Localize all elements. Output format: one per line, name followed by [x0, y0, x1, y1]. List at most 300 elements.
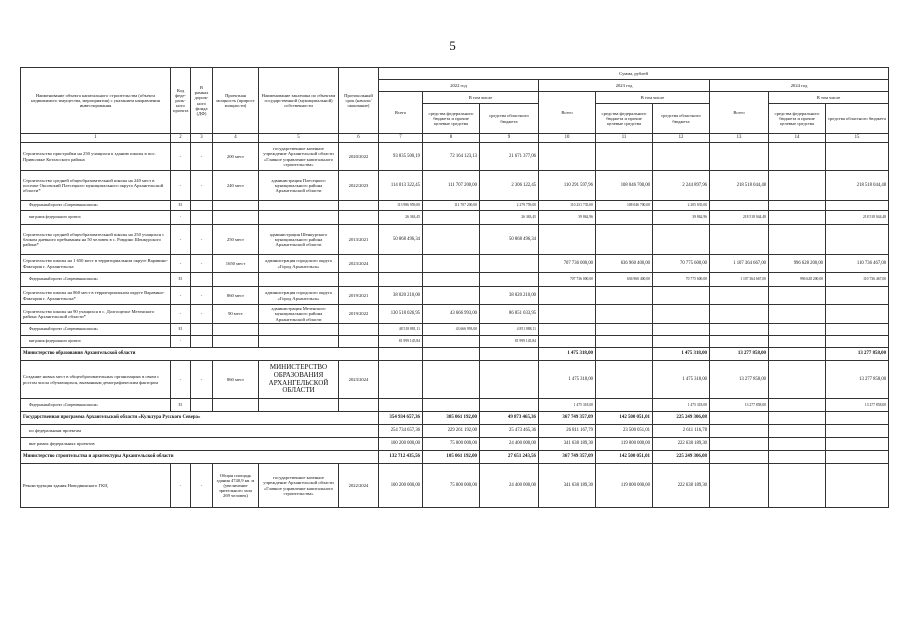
amount-cell: 111 707 200,00: [423, 201, 480, 211]
amount-cell: [826, 324, 889, 336]
term-cell: 2013/2021: [339, 225, 379, 255]
column-index-cell: 3: [191, 134, 213, 143]
header-name: Наименование объекта капитального строительства (объекта недвижимого имущества, мероприятия) с указанием направления инвестирования: [21, 68, 171, 134]
amount-cell: 1 475 318,00: [653, 361, 710, 399]
amount-cell: 25 473 465,36: [480, 425, 539, 438]
road-fund-cell: [191, 399, 213, 412]
table-row: [21, 287, 889, 305]
amount-cell: 26 363,45: [480, 211, 539, 225]
capacity-cell: 240 мест: [213, 171, 259, 201]
amount-cell: 707 736 000,00: [539, 273, 596, 287]
header-incl-2024: В том числе: [769, 92, 889, 104]
amount-cell: 2 205 035,00: [653, 201, 710, 211]
amount-cell: [826, 412, 889, 425]
program-row: [21, 412, 889, 425]
header-fed-2024: средства федерального бюджета и прочие целевые средства: [769, 104, 826, 134]
road-fund-cell: -: [191, 171, 213, 201]
amount-cell: [423, 273, 480, 287]
project-code-cell: -: [171, 287, 191, 305]
amount-cell: 49 873 465,36: [480, 412, 539, 425]
column-index-cell: 9: [480, 134, 539, 143]
header-owner: Наименование заказчика по объектам государственной (муниципальной) собственности: [259, 68, 339, 134]
header-reg-2023: средства областного бюджета: [653, 104, 710, 134]
amount-cell: [710, 438, 769, 451]
amount-cell: 50 868 496,34: [480, 225, 539, 255]
amount-cell: [480, 399, 539, 412]
header-dif: В рамках дорож-ного фонда (ДФ): [191, 68, 213, 134]
road-fund-cell: [191, 324, 213, 336]
object-name-cell: Строительство пристройки на 250 учащихся к зданию школы в пос. Приволжье Котласского района: [21, 143, 171, 171]
header-year-2024: 2024 год: [710, 80, 889, 92]
amount-cell: [596, 287, 653, 305]
column-index-cell: 1: [21, 134, 171, 143]
amount-cell: [653, 225, 710, 255]
amount-cell: [826, 143, 889, 171]
amount-cell: [826, 336, 889, 348]
amount-cell: [710, 412, 769, 425]
column-index-cell: 15: [826, 134, 889, 143]
amount-cell: [826, 201, 889, 211]
road-fund-cell: -: [191, 305, 213, 324]
amount-cell: [769, 425, 826, 438]
amount-cell: [710, 336, 769, 348]
amount-cell: [423, 348, 480, 361]
amount-cell: [539, 305, 596, 324]
header-reg-2022: средства областного бюджета: [480, 104, 539, 134]
owner-cell: администрация Плесецкого муниципального района Архангельской области: [259, 171, 339, 201]
amount-cell: 105 061 192,00: [423, 451, 480, 464]
program-row-title: Государственная программа Архангельской области «Культура Русского Севера»: [21, 412, 379, 425]
capacity-cell: [213, 211, 259, 225]
amount-cell: 81 999 145,84: [379, 336, 423, 348]
term-cell: 2019/2021: [339, 287, 379, 305]
capacity-cell: 250 мест: [213, 225, 259, 255]
owner-cell: государственное казенное учреждение Архангельской области «Главное управление капитального строительства»: [259, 143, 339, 171]
amount-cell: 13 277 858,00: [710, 399, 769, 412]
object-name-cell: Федеральный проект «Современная школа»: [21, 201, 171, 211]
amount-cell: 75 800 000,00: [423, 438, 480, 451]
amount-cell: [423, 399, 480, 412]
owner-cell: администрация Шенкурского муниципального района Архангельской области: [259, 225, 339, 255]
amount-cell: 119 000 000,00: [596, 464, 653, 508]
amount-cell: [769, 143, 826, 171]
amount-cell: 142 500 051,01: [596, 451, 653, 464]
amount-cell: 24 400 000,00: [480, 438, 539, 451]
header-capacity: Проектная мощность (прирост мощности): [213, 68, 259, 134]
object-name-cell: вне рамок федерального проекта: [21, 211, 171, 225]
amount-cell: 2 611 116,78: [653, 425, 710, 438]
amount-cell: 218 518 044,48: [710, 171, 769, 201]
amount-cell: [710, 287, 769, 305]
header-year-2022: 2022 год: [379, 80, 539, 92]
amount-cell: [423, 255, 480, 273]
object-name-cell: Федеральный проект «Современная школа»: [21, 399, 171, 412]
term-cell: 2023/2024: [339, 255, 379, 273]
amount-cell: 81 999 145,84: [480, 336, 539, 348]
term-cell: [339, 273, 379, 287]
amount-cell: [826, 225, 889, 255]
amount-cell: 367 749 357,09: [539, 412, 596, 425]
amount-cell: [423, 211, 480, 225]
road-fund-cell: [191, 273, 213, 287]
amount-cell: [769, 361, 826, 399]
amount-cell: [480, 361, 539, 399]
capacity-cell: [213, 399, 259, 412]
page-number: 5: [449, 38, 456, 53]
amount-cell: [653, 143, 710, 171]
object-name-cell: Строительство школы на 860 мест в территориальном округе Варавино-Фактория г. Архангельска*: [21, 287, 171, 305]
road-fund-cell: -: [191, 255, 213, 273]
amount-cell: 305 061 192,00: [423, 412, 480, 425]
amount-cell: 38 020 210,00: [379, 287, 423, 305]
amount-cell: 367 749 357,09: [539, 451, 596, 464]
project-code-cell: E1: [171, 399, 191, 412]
owner-cell: [259, 211, 339, 225]
ministry-construction-row-title: Министерство строительства и архитектуры Архангельской области: [21, 451, 379, 464]
amount-cell: [769, 412, 826, 425]
amount-cell: [653, 336, 710, 348]
table-row: [21, 225, 889, 255]
amount-cell: 13 277 858,00: [826, 348, 889, 361]
header-incl-2023: В том числе: [596, 92, 710, 104]
amount-cell: 229 261 192,00: [423, 425, 480, 438]
amount-cell: 1 475 318,00: [539, 399, 596, 412]
amount-cell: 110 251 735,00: [539, 201, 596, 211]
amount-cell: [539, 143, 596, 171]
amount-cell: [379, 273, 423, 287]
project-code-cell: -: [171, 225, 191, 255]
owner-cell: МИНИСТЕРСТВО ОБРАЗОВАНИЯ АРХАНГЕЛЬСКОЙ ОБЛАСТИ: [259, 361, 339, 399]
header-total-2022: Всего: [379, 92, 423, 134]
table-row: [21, 201, 889, 211]
amount-cell: [379, 255, 423, 273]
amount-cell: [710, 143, 769, 171]
project-code-cell: -: [171, 171, 191, 201]
project-code-cell: -: [171, 211, 191, 225]
amount-cell: 2 279 759,00: [480, 201, 539, 211]
amount-cell: [826, 305, 889, 324]
amount-cell: 26 811 167,79: [539, 425, 596, 438]
term-cell: [339, 201, 379, 211]
amount-cell: [653, 305, 710, 324]
amount-cell: 222 638 189,30: [653, 464, 710, 508]
amount-cell: [710, 201, 769, 211]
amount-cell: 218 518 044,48: [826, 171, 889, 201]
header-term: Протокольный срок (начало/окончание): [339, 68, 379, 134]
owner-cell: администрация Мезенского муниципального района Архангельской области: [259, 305, 339, 324]
column-index-cell: 10: [539, 134, 596, 143]
project-code-cell: -: [171, 336, 191, 348]
amount-cell: 1 475 318,00: [539, 348, 596, 361]
amount-cell: [423, 361, 480, 399]
header-sum: Сумма, рублей: [379, 68, 889, 80]
column-index-cell: 7: [379, 134, 423, 143]
column-index-cell: 14: [769, 134, 826, 143]
amount-cell: 218 518 044,48: [710, 211, 769, 225]
term-cell: [339, 336, 379, 348]
road-fund-cell: [191, 201, 213, 211]
amount-cell: 707 736 000,00: [539, 255, 596, 273]
capacity-cell: Общая площадь здания 4740,9 кв. м (увеличение зрительного зала 269 человек): [213, 464, 259, 508]
amount-cell: 142 500 051,01: [596, 412, 653, 425]
road-fund-cell: [191, 211, 213, 225]
column-index-cell: 4: [213, 134, 259, 143]
amount-cell: [710, 225, 769, 255]
object-name-cell: Строительство школы на 1 650 мест в территориальном округе Варавино-Фактория г. Архангельска: [21, 255, 171, 273]
amount-cell: [769, 305, 826, 324]
table-body: [21, 143, 889, 508]
amount-cell: 996 628 200,00: [769, 273, 826, 287]
amount-cell: [539, 287, 596, 305]
owner-cell: [259, 201, 339, 211]
amount-cell: 39 862,96: [539, 211, 596, 225]
amount-cell: 1 107 364 667,00: [710, 255, 769, 273]
amount-cell: 13 277 858,00: [826, 399, 889, 412]
amount-cell: 70 775 600,00: [653, 255, 710, 273]
table-row: [21, 336, 889, 348]
amount-cell: [653, 324, 710, 336]
amount-cell: [769, 336, 826, 348]
amount-cell: 93 835 500,19: [379, 143, 423, 171]
amount-cell: 341 638 189,30: [539, 438, 596, 451]
column-index-row: [21, 134, 889, 143]
amount-cell: [596, 324, 653, 336]
object-name-cell: Федеральный проект «Современная школа»: [21, 273, 171, 287]
header-total-2024: Всего: [710, 92, 769, 134]
amount-cell: 354 934 657,36: [379, 412, 423, 425]
owner-cell: [259, 273, 339, 287]
program-outside-row: [21, 438, 889, 451]
table-row: [21, 211, 889, 225]
ministry-education-row-title: Министерство образования Архангельской области: [21, 348, 379, 361]
amount-cell: [423, 287, 480, 305]
amount-cell: 111 707 200,00: [423, 171, 480, 201]
amount-cell: 119 000 000,00: [596, 438, 653, 451]
term-cell: [339, 324, 379, 336]
amount-cell: [769, 324, 826, 336]
table-row: [21, 255, 889, 273]
amount-cell: [769, 438, 826, 451]
amount-cell: [826, 451, 889, 464]
table-row: [21, 143, 889, 171]
amount-cell: 23 500 051,01: [596, 425, 653, 438]
amount-cell: [480, 348, 539, 361]
column-index-cell: 12: [653, 134, 710, 143]
amount-cell: 1 475 318,00: [653, 399, 710, 412]
table-row: [21, 171, 889, 201]
amount-cell: [769, 399, 826, 412]
amount-cell: 4 851 888,11: [480, 324, 539, 336]
amount-cell: [596, 225, 653, 255]
amount-cell: 86 851 033,95: [480, 305, 539, 324]
capacity-cell: 90 мест: [213, 305, 259, 324]
header-code: Код феде-раль-ного проекта: [171, 68, 191, 134]
term-cell: 2023/2024: [339, 361, 379, 399]
project-code-cell: -: [171, 305, 191, 324]
amount-cell: 21 671 377,06: [480, 143, 539, 171]
header-year-2023: 2023 год: [539, 80, 710, 92]
column-index-cell: 2: [171, 134, 191, 143]
owner-cell: администрация городского округа «Город Архангельск»: [259, 255, 339, 273]
project-code-cell: E1: [171, 273, 191, 287]
term-cell: 2019/2022: [339, 305, 379, 324]
amount-cell: [710, 305, 769, 324]
table-row: [21, 305, 889, 324]
table-row: [21, 361, 889, 399]
amount-cell: 218 518 044,48: [826, 211, 889, 225]
header-total-2023: Всего: [539, 92, 596, 134]
road-fund-cell: -: [191, 361, 213, 399]
amount-cell: 132 712 435,56: [379, 451, 423, 464]
owner-cell: государственное казенное учреждение Архангельской области «Главное управление капитального строительства»: [259, 464, 339, 508]
term-cell: 2022/2024: [339, 464, 379, 508]
amount-cell: [710, 324, 769, 336]
ministry-education-row: [21, 348, 889, 361]
amount-cell: 39 862,96: [653, 211, 710, 225]
amount-cell: [826, 438, 889, 451]
amount-cell: [826, 287, 889, 305]
amount-cell: 225 249 306,08: [653, 412, 710, 425]
amount-cell: 13 277 858,00: [826, 361, 889, 399]
amount-cell: 75 800 000,00: [423, 464, 480, 508]
road-fund-cell: -: [191, 143, 213, 171]
project-code-cell: -: [171, 361, 191, 399]
object-name-cell: вне рамок федерального проекта: [21, 336, 171, 348]
program-federal-row: [21, 425, 889, 438]
road-fund-cell: [191, 336, 213, 348]
road-fund-cell: -: [191, 225, 213, 255]
amount-cell: 108 046 700,00: [596, 171, 653, 201]
column-index-cell: 6: [339, 134, 379, 143]
term-cell: [339, 399, 379, 412]
amount-cell: 110 736 467,00: [826, 273, 889, 287]
amount-cell: [539, 336, 596, 348]
project-code-cell: -: [171, 255, 191, 273]
amount-cell: 2 244 897,96: [653, 171, 710, 201]
term-cell: 2020/2022: [339, 143, 379, 171]
amount-cell: 13 277 858,00: [710, 361, 769, 399]
amount-cell: 50 868 496,34: [379, 225, 423, 255]
amount-cell: 13 277 858,00: [710, 348, 769, 361]
column-index-cell: 11: [596, 134, 653, 143]
amount-cell: [596, 399, 653, 412]
amount-cell: [423, 225, 480, 255]
object-name-cell: Строительство средней общеобразовательной школы на 250 учащихся с блоком дневного пребывания на 50 человек в с. Ровдино Шенкурского района*: [21, 225, 171, 255]
amount-cell: 113 986 959,00: [379, 201, 423, 211]
amount-cell: 24 400 000,00: [480, 464, 539, 508]
header-reg-2024: средства областного бюджета: [826, 104, 889, 134]
project-code-cell: E1: [171, 201, 191, 211]
amount-cell: 1 475 318,00: [653, 348, 710, 361]
project-code-cell: -: [171, 143, 191, 171]
amount-cell: [769, 171, 826, 201]
table-row: [21, 464, 889, 508]
amount-cell: 2 306 122,45: [480, 171, 539, 201]
term-cell: [339, 211, 379, 225]
amount-cell: 110 736 467,00: [826, 255, 889, 273]
amount-cell: [596, 143, 653, 171]
column-index-cell: 8: [423, 134, 480, 143]
header-incl-2022: В том числе: [423, 92, 539, 104]
amount-cell: [596, 305, 653, 324]
amount-cell: [539, 225, 596, 255]
amount-cell: 72 164 123,13: [423, 143, 480, 171]
capacity-cell: 200 мест: [213, 143, 259, 171]
amount-cell: 130 518 026,95: [379, 305, 423, 324]
amount-cell: [596, 336, 653, 348]
capacity-cell: [213, 336, 259, 348]
object-name-cell: Создание новых мест в общеобразовательных организациях в связи с ростом числа обучающихся, вызванным демографическим фактором: [21, 361, 171, 399]
amount-cell: [710, 451, 769, 464]
amount-cell: [596, 361, 653, 399]
owner-cell: [259, 399, 339, 412]
amount-cell: [480, 255, 539, 273]
amount-cell: [710, 425, 769, 438]
amount-cell: 114 013 322,45: [379, 171, 423, 201]
amount-cell: 27 651 243,56: [480, 451, 539, 464]
amount-cell: 225 249 306,08: [653, 451, 710, 464]
column-index-cell: 13: [710, 134, 769, 143]
amount-cell: [769, 211, 826, 225]
owner-cell: [259, 336, 339, 348]
amount-cell: [596, 211, 653, 225]
amount-cell: [539, 324, 596, 336]
budget-table: [20, 67, 889, 508]
amount-cell: [769, 201, 826, 211]
amount-cell: 38 020 210,00: [480, 287, 539, 305]
amount-cell: [826, 464, 889, 508]
amount-cell: [379, 361, 423, 399]
object-name-cell: Строительство школы на 90 учащихся в с. Долгощелье Мезенского района Архангельской области*: [21, 305, 171, 324]
amount-cell: 636 960 400,00: [596, 273, 653, 287]
amount-cell: 70 775 600,00: [653, 273, 710, 287]
ministry-construction-row: [21, 451, 889, 464]
amount-cell: 636 960 400,00: [596, 255, 653, 273]
column-index-cell: 5: [259, 134, 339, 143]
amount-cell: [653, 287, 710, 305]
amount-cell: 26 363,45: [379, 211, 423, 225]
amount-cell: 254 734 657,36: [379, 425, 423, 438]
road-fund-cell: -: [191, 464, 213, 508]
object-name-cell: Строительство средней общеобразовательной школы на 240 мест в поселке Оксовский Плесецкого муниципального округа Архангельской области*: [21, 171, 171, 201]
amount-cell: 100 200 000,00: [379, 464, 423, 508]
table-row: [21, 324, 889, 336]
capacity-cell: 860 мест: [213, 287, 259, 305]
project-code-cell: E1: [171, 324, 191, 336]
object-name-cell: Федеральный проект «Современная школа»: [21, 324, 171, 336]
object-name-cell: Реконструкция здания Новодвинского ГКЦ: [21, 464, 171, 508]
road-fund-cell: -: [191, 287, 213, 305]
amount-cell: 996 628 200,00: [769, 255, 826, 273]
amount-cell: 110 291 597,96: [539, 171, 596, 201]
amount-cell: [769, 348, 826, 361]
amount-cell: [769, 451, 826, 464]
amount-cell: [480, 273, 539, 287]
amount-cell: 1 107 364 667,00: [710, 273, 769, 287]
budget-table-container: [20, 67, 888, 508]
header-fed-2023: средства федерального бюджета и прочие целевые средства: [596, 104, 653, 134]
amount-cell: [769, 225, 826, 255]
amount-cell: [379, 399, 423, 412]
table-row: [21, 399, 889, 412]
owner-cell: [259, 324, 339, 336]
program-federal-row-title: по федеральным проектам: [21, 425, 379, 438]
amount-cell: [379, 348, 423, 361]
program-outside-row-title: вне рамок федеральных проектов: [21, 438, 379, 451]
amount-cell: [769, 464, 826, 508]
amount-cell: [596, 348, 653, 361]
owner-cell: администрация городского округа «Город Архангельск»: [259, 287, 339, 305]
